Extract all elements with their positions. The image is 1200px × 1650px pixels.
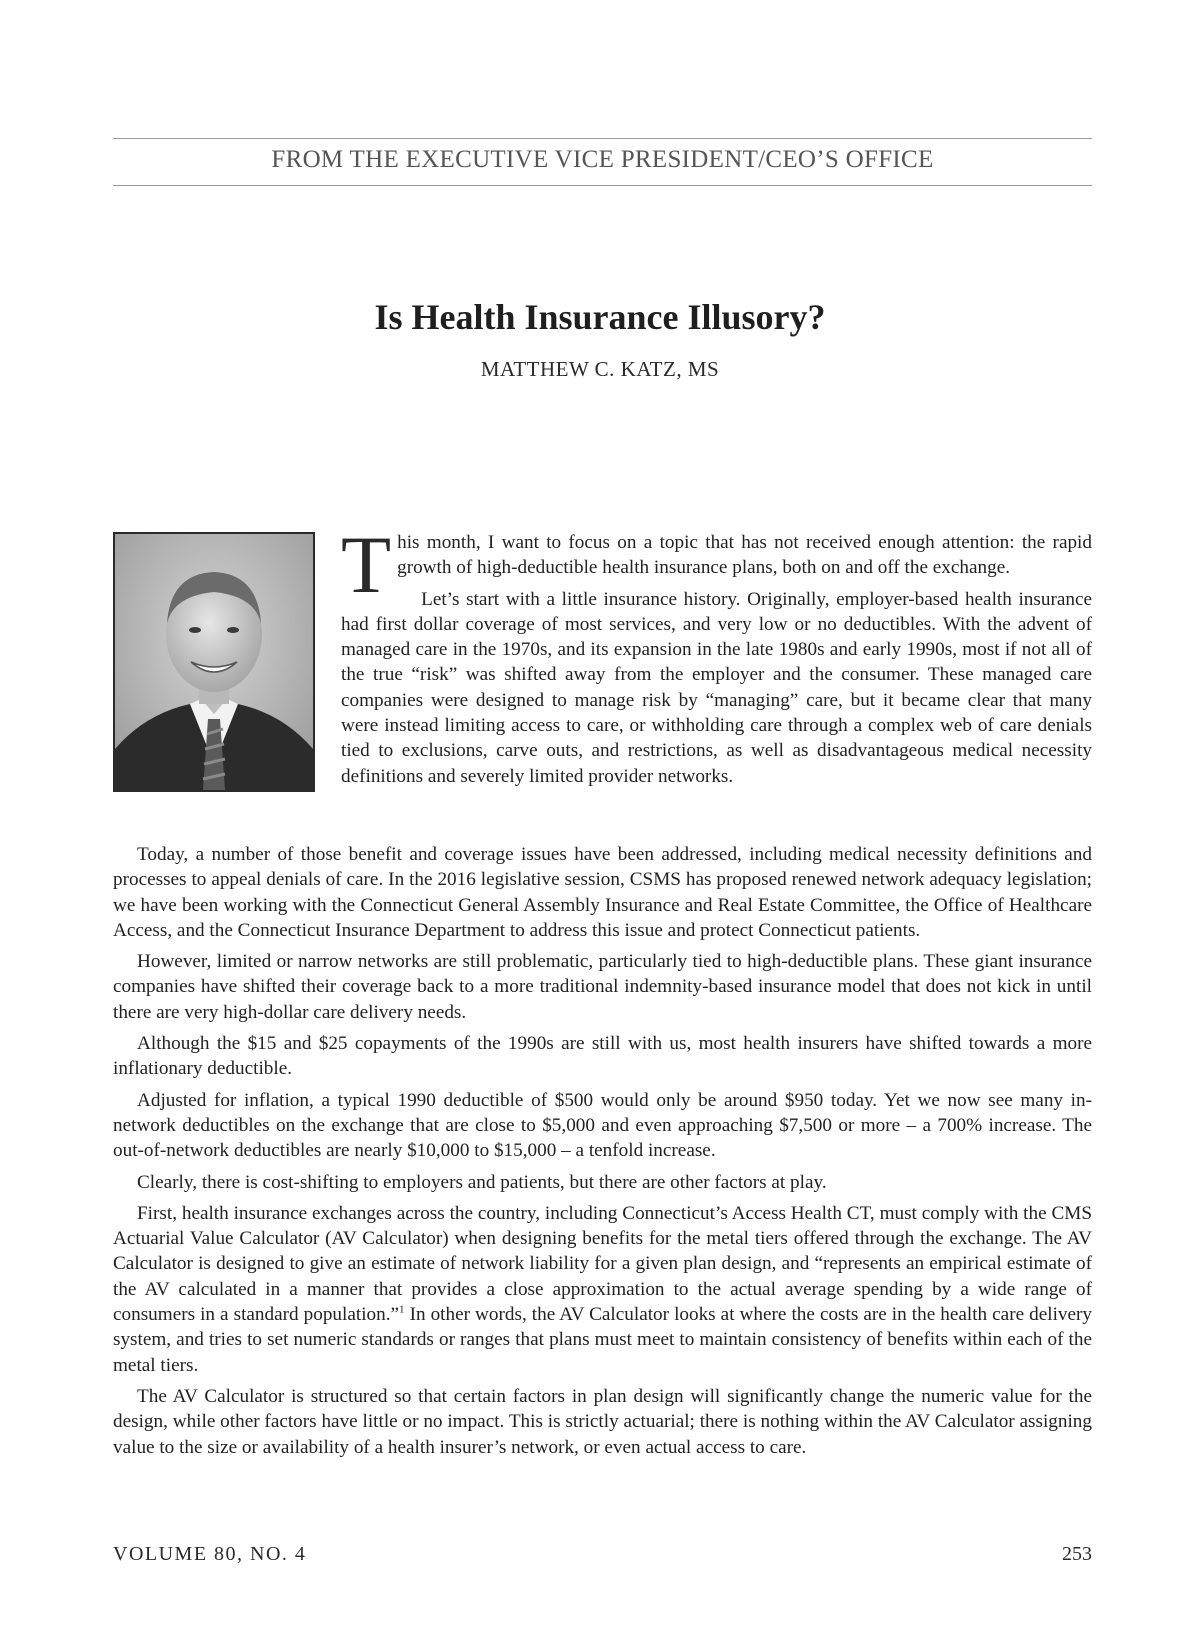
paragraph-av-calculator-text-a: First, health insurance exchanges across the country, including Connecticut’s Access Health CT, must comply with the CMS Actuarial Value Calculator (AV Calculator) when designing benefits for the metal tiers offered through the exchange. The AV Calculator is designed to give an estimate of network liability for a given plan design, and “represents an empirical estimate of the AV calculated in a manner that provides a close approximation to the actual average spending by a wide range of consumers in a standard population.” — [113, 1202, 1092, 1326]
author-byline: MATTHEW C. KATZ, MS — [480, 357, 720, 381]
paragraph-av-calculator-text-b: In other words, the AV Calculator looks at where the costs are in the health care delivery system, and tries to set numeric standards or ranges that plans must meet to maintain consistency of benefits within each of the metal tiers. — [113, 1304, 1092, 1376]
paragraph-inflation: Adjusted for inflation, a typical 1990 deductible of $500 would only be around $950 today. Yet we now see many in-network deductibles on the exchange that are close to $5,000 and even approaching $7,500 or more – a 700% increase. The out-of-network deductibles are nearly $10,000 to $15,000 – a tenfold increase. — [113, 1089, 1092, 1162]
paragraph-today: Today, a number of those benefit and coverage issues have been addressed, including medical necessity definitions and processes to appeal denials of care. In the 2016 legislative session, CSMS has proposed renewed network adequacy legislation; we have been working with the Connecticut General Assembly Insurance and Real Estate Committee, the Office of Healthcare Access, and the Connecticut Insurance Department to address this issue and protect Connecticut patients. — [113, 844, 1092, 941]
paragraph-history: Let’s start with a little insurance history. Originally, employer-based health insurance had first dollar coverage of most services, and very low or no deductibles. With the advent of managed care in the 1970s, and its expansion in the late 1980s and early 1990s, most if not all of the true “risk” was shifted away from the employer and the consumer. These managed care companies were designed to manage risk by “managing” care, but it became clear that many were instead limiting access to care, or withholding care through a complex web of care denials tied to exclusions, carve outs, and restrictions, as well as disadvantageous medical necessity definitions and severely limited provider networks. — [341, 588, 1092, 787]
footer-volume: VOLUME 80, NO. 4 — [113, 1543, 307, 1565]
body-paragraphs — [113, 842, 1092, 1460]
paragraph-av-calculator — [113, 1201, 1092, 1378]
header-rule-top — [113, 138, 1092, 139]
footnote-marker: 1 — [399, 1303, 405, 1316]
drop-cap: T — [341, 519, 392, 610]
paragraph-av-structure: The AV Calculator is structured so that certain factors in plan design will significantly change the numeric value for the design, while other factors have little or no impact. This is strictly actuarial; there is nothing within the AV Calculator assigning value to the size or availability of a health insurer’s network, or even actual access to care. — [113, 1385, 1092, 1458]
author-photo — [113, 532, 315, 792]
section-header: FROM THE EXECUTIVE VICE PRESIDENT/CEO’S OFFICE — [271, 146, 934, 173]
paragraph-copayments: Although the $15 and $25 copayments of the 1990s are still with us, most health insurers have shifted towards a more inflationary deductible. — [113, 1033, 1092, 1080]
paragraph-narrow-networks: However, limited or narrow networks are still problematic, particularly tied to high-deductible plans. These giant insurance companies have shifted their coverage back to a more traditional indemnity-based insurance model that does not kick in until there are very high-dollar care delivery needs. — [113, 951, 1092, 1023]
paragraph-cost-shifting: Clearly, there is cost-shifting to employers and patients, but there are other factors at play. — [137, 1171, 827, 1193]
lead-paragraphs — [341, 519, 1092, 789]
paragraph-intro — [341, 519, 1092, 610]
paragraph-intro-text: his month, I want to focus on a topic that has not received enough attention: the rapid growth of high-deductible health insurance plans, both on and off the exchange. — [397, 532, 1092, 579]
header-rule-bottom — [113, 185, 1092, 186]
footer-page-number: 253 — [1062, 1543, 1092, 1565]
article-title: Is Health Insurance Illusory? — [374, 297, 826, 337]
